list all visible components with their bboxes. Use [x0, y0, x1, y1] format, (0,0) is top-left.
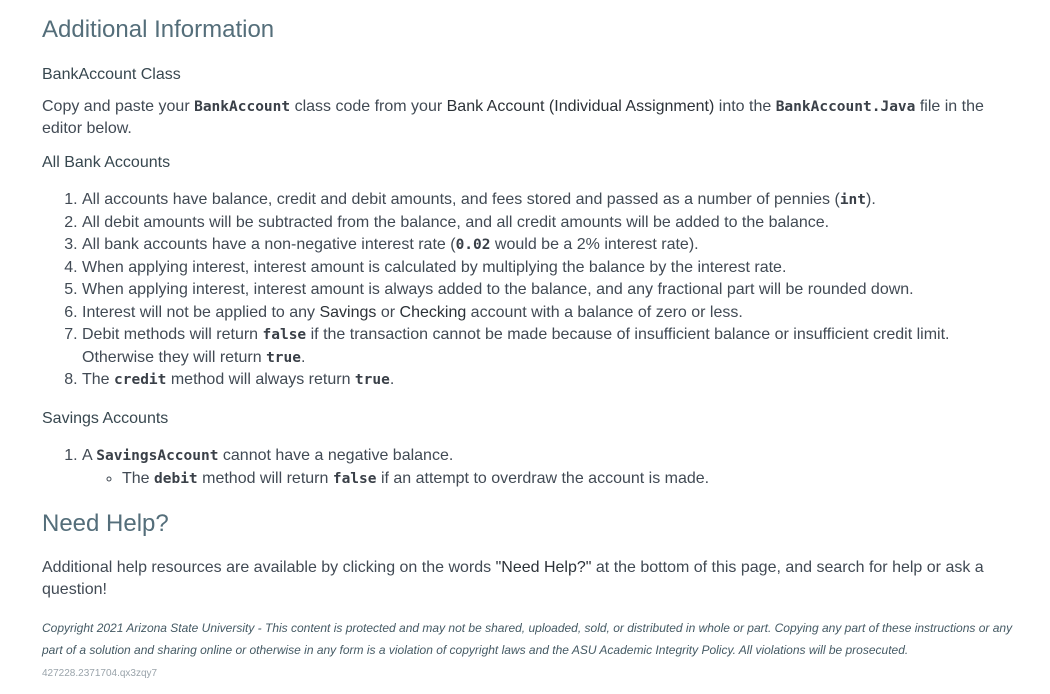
- account-type: Savings: [319, 303, 377, 321]
- inline-code: 0.02: [455, 237, 491, 253]
- text: into the: [714, 98, 776, 115]
- text: Debit methods will return: [82, 326, 263, 343]
- list-item: [122, 468, 1007, 490]
- text: cannot have a negative balance.: [218, 447, 454, 464]
- text: file in the editor below.: [42, 98, 984, 137]
- additional-information-heading: Additional Information: [42, 16, 275, 43]
- all-bank-accounts-rules: [42, 189, 1007, 392]
- savings-accounts-heading: Savings Accounts: [42, 410, 169, 427]
- text: The: [82, 371, 115, 388]
- text: class code from your: [290, 98, 447, 115]
- inline-code: credit: [114, 372, 167, 388]
- text: All bank accounts have a non-negative interest rate (: [82, 236, 456, 253]
- tracking-id: 427228.2371704.qx3zqy7: [42, 668, 158, 679]
- inline-code: true: [354, 372, 390, 388]
- list-item: 4. When applying interest, interest amount is calculated by multiplying the balance by the interest rate.: [82, 257, 1007, 280]
- copyright-notice: Copyright 2021 Arizona State University - This content is protected and may not be shared, uploaded, sold, or distributed in whole or part. Copying any part of these instructions or any part of a solution and sharing online or otherwise in any form is a violation of copyright laws and the ASU Academic Integrity Policy. All violations will be prosecuted.: [42, 621, 1013, 657]
- inline-code: false: [332, 470, 377, 487]
- assignment-name: Bank Account (Individual Assignment): [446, 98, 715, 115]
- savings-sub-list: [82, 468, 1007, 490]
- inline-code: BankAccount.Java: [775, 99, 916, 115]
- inline-code: debit: [154, 470, 198, 487]
- text: if the transaction cannot be made because of insufficient balance or insufficient credit limit. Otherwise they will return: [82, 326, 950, 366]
- list-item: [82, 234, 1007, 257]
- inline-code: true: [266, 349, 301, 366]
- inline-code: false: [262, 327, 307, 343]
- list-item: [82, 189, 1007, 212]
- list-item: [82, 324, 1007, 369]
- savings-accounts-rules: [42, 445, 1007, 490]
- need-help-reference: "Need Help?": [495, 559, 592, 576]
- list-item: 2. All debit amounts will be subtracted from the balance, and all credit amounts will be added to the balance.: [82, 212, 1007, 235]
- bank-account-class-heading: BankAccount Class: [42, 66, 181, 83]
- text: Additional help resources are available by clicking on the words: [42, 559, 496, 576]
- text: method will always return: [166, 371, 355, 388]
- text: Copy and paste your: [42, 98, 195, 115]
- all-bank-accounts-heading: All Bank Accounts: [42, 154, 171, 171]
- need-help-heading: Need Help?: [42, 510, 169, 537]
- list-item: [82, 369, 1007, 392]
- list-item: 5. When applying interest, interest amount is always added to the balance, and any fractional part will be rounded down.: [82, 279, 1007, 302]
- list-item: [82, 302, 1007, 325]
- text: .: [300, 348, 306, 366]
- inline-code: int: [839, 192, 867, 208]
- text: if an attempt to overdraw the account is made.: [376, 469, 710, 487]
- account-type: Checking: [399, 303, 467, 321]
- inline-code: SavingsAccount: [96, 448, 219, 464]
- inline-code: BankAccount: [194, 99, 291, 115]
- text: All accounts have balance, credit and debit amounts, and fees stored and passed as a number of pennies (: [82, 191, 840, 208]
- text: method will return: [197, 469, 333, 487]
- list-item: [82, 445, 1007, 490]
- need-help-paragraph: [42, 557, 1007, 601]
- text: account with a balance of zero or less.: [466, 303, 743, 321]
- text: would be a 2% interest rate).: [490, 236, 699, 253]
- text: A: [82, 447, 97, 464]
- bank-account-class-paragraph: [42, 96, 1007, 140]
- text: ).: [866, 191, 876, 208]
- text: Interest will not be applied to any: [82, 303, 320, 321]
- text: The: [122, 469, 155, 487]
- text: .: [389, 371, 395, 388]
- text: or: [376, 303, 400, 321]
- text: at the bottom of this page, and search for help or ask a question!: [42, 559, 984, 598]
